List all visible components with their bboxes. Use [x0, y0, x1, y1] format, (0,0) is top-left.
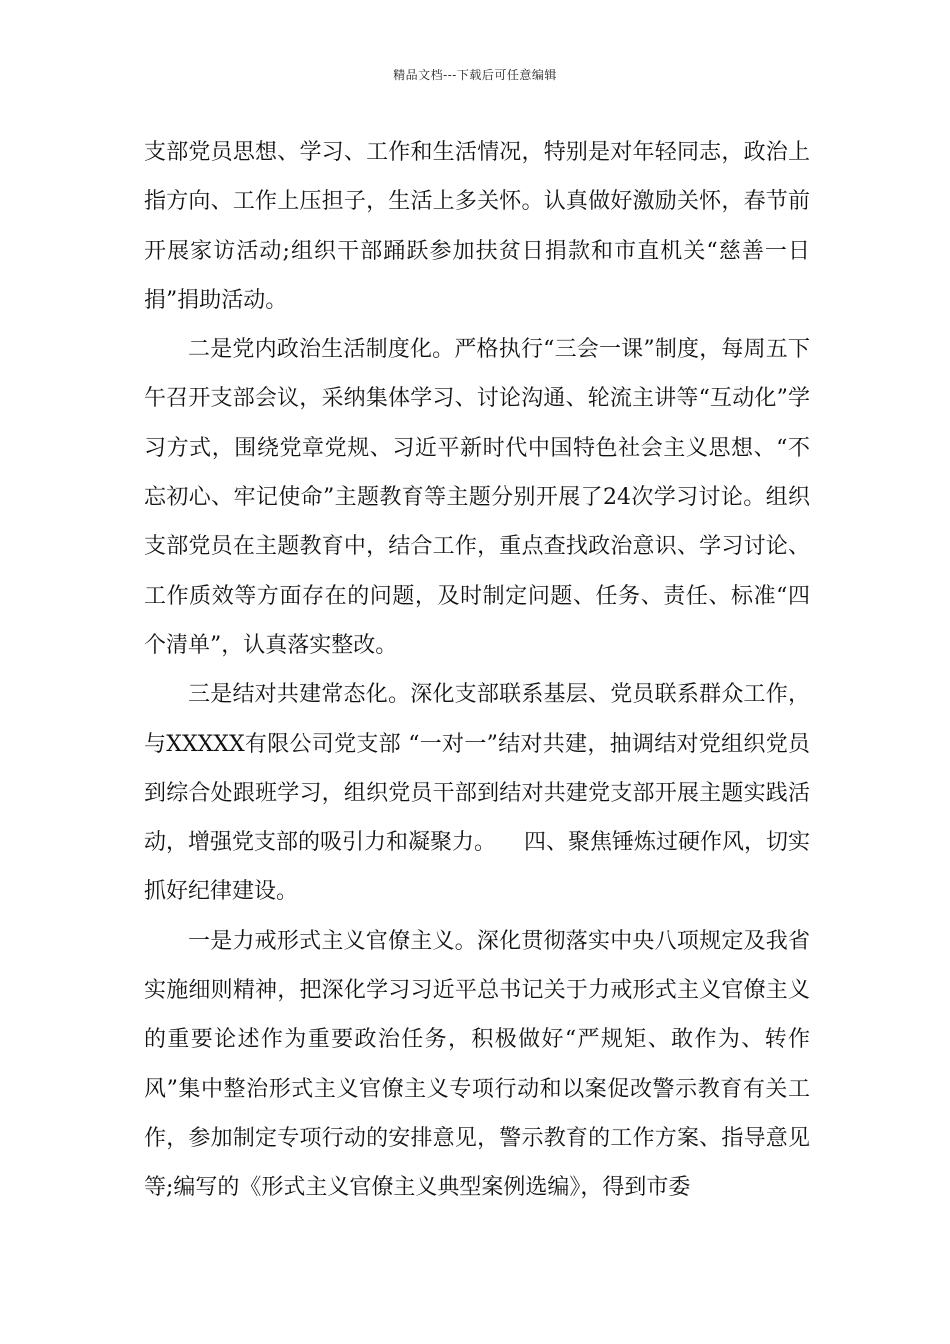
page-header: 精品文档---下载后可任意编辑 — [393, 68, 557, 82]
paragraph-party-life: 二是党内政治生活制度化。严格执行“三会一课”制度，每周五下午召开支部会议，采纳集体学习、讨论沟通、轮流主讲等“互动化”学习方式，围绕党章党规、习近平新时代中国特色社会主义思想、“不忘初心、牢记使命”主题教育等主题分别开展了24次学习讨论。组织支部党员在主题教育中，结合工作，重点查找政治意识、学习讨论、工作质效等方面存在的问题，及时制定问题、任务、责任、标准“四个清单”，认真落实整改。 — [144, 337, 810, 658]
document-body — [144, 128, 810, 1213]
paragraph-formalism: 一是力戒形式主义官僚主义。深化贯彻落实中央八项规定及我省实施细则精神，把深化学习习近平总书记关于力戒形式主义官僚主义的重要论述作为重要政治任务，积极做好“严规矩、敢作为、转作风”集中整治形式主义官僚主义专项行动和以案促改警示教育有关工作，参加制定专项行动的安排意见，警示教育的工作方案、指导意见等;编写的《形式主义官僚主义典型案例选编》，得到市委 — [144, 928, 810, 1201]
paragraph-continued: 支部党员思想、学习、工作和生活情况，特别是对年轻同志，政治上指方向、工作上压担子，生活上多关怀。认真做好激励关怀，春节前开展家访活动;组织干部踊跃参加扶贫日捐款和市直机关“慈善一日捐”捐助活动。 — [144, 140, 810, 313]
paragraph-joint-building: 三是结对共建常态化。深化支部联系基层、党员联系群众工作，与XXXXX有限公司党支部 “一对一”结对共建，抽调结对党组织党员到综合处跟班学习，组织党员干部到结对共建党支部开展主题实践活动，增强党支部的吸引力和凝聚力。 四、聚焦锤炼过硬作风，切实抓好纪律建设。 — [144, 682, 810, 905]
